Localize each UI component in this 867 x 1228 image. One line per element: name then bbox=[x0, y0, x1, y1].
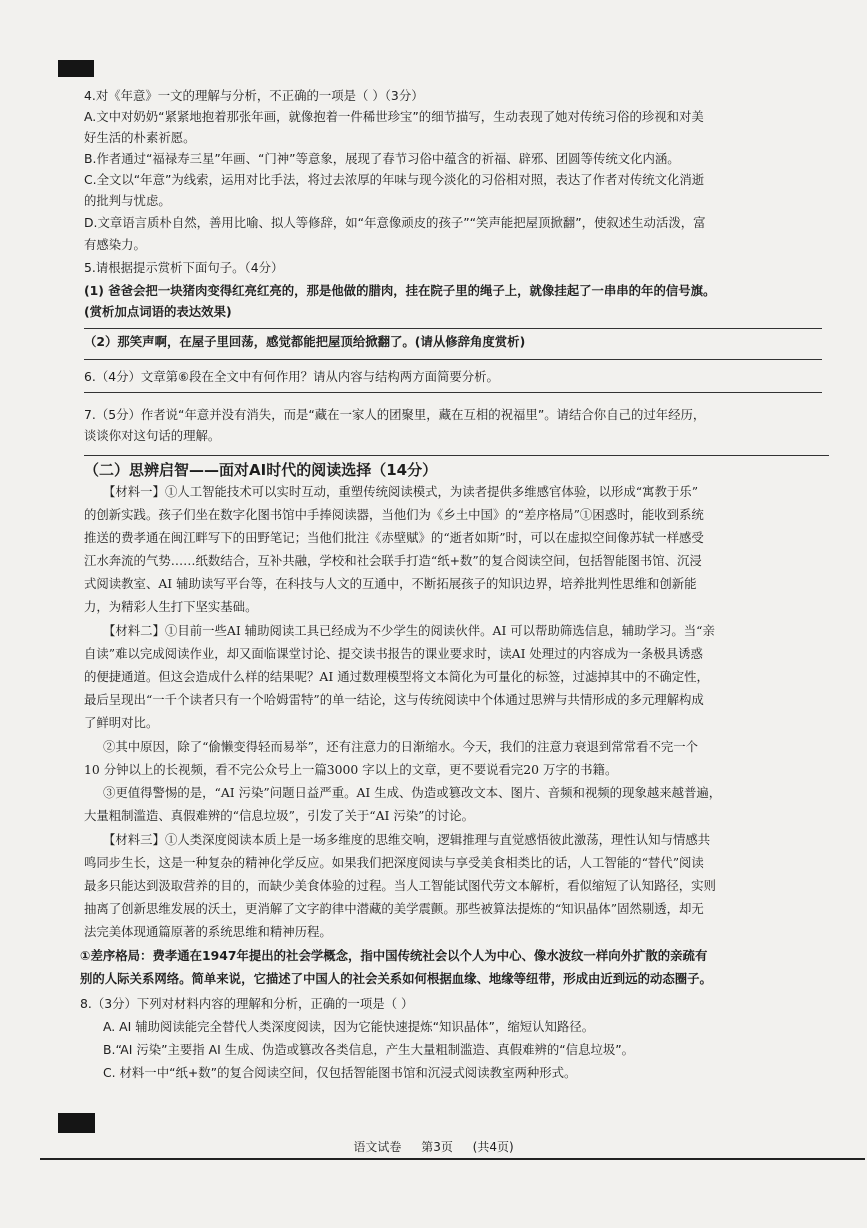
answer-line-1 bbox=[84, 328, 822, 329]
material-1-line: 【材料一】①人工智能技术可以实时互动，重塑传统阅读模式，为读者提供多维感官体验，以形成“寓教于乐” bbox=[103, 484, 699, 499]
q6-stem: 6.（4分）文章第⑥段在全文中有何作用？请从内容与结构两方面简要分析。 bbox=[84, 369, 499, 384]
footer-total: (共4页) bbox=[472, 1140, 514, 1154]
material-2-line: ③更值得警惕的是，“AI 污染”问题日益严重。AI 生成、伪造或篡改文本、图片、音频和视频的现象越来越普遍， bbox=[103, 785, 722, 800]
footer-subject: 语文试卷 bbox=[353, 1140, 402, 1154]
material-3-line: 抽离了创新思维发展的沃土，更消解了文字韵律中潜藏的美学震颤。那些被算法提炼的“知识晶体”固然剔透，却无 bbox=[84, 901, 704, 916]
material-1-line: 江水奔流的气势……纸数结合，互补共融，学校和社会联手打造“纸+数”的复合阅读空间，包括智能图书馆、沉浸 bbox=[84, 553, 702, 568]
corner-marker-top bbox=[58, 60, 94, 77]
material-1-line: 式阅读教室、AI 辅助读写平台等，在科技与人文的互通中，不断拓展孩子的知识边界，培养批判性思维和创新能 bbox=[84, 576, 697, 591]
material-3-line: 鸣同步生长，这是一种复杂的精神化学反应。如果我们把深度阅读与享受美食相类比的话，人工智能的“替代”阅读 bbox=[84, 855, 704, 870]
page-footer bbox=[0, 1138, 867, 1155]
material-2-line: 的便捷通道。但这会造成什么样的结果呢？AI 通过数理模型将文本简化为可量化的标签，过滤掉其中的不确定性， bbox=[84, 669, 709, 684]
q4-option-d-cont: 有感染力。 bbox=[84, 237, 146, 252]
q8-option-c: C. 材料一中“纸+数”的复合阅读空间，仅包括智能图书馆和沉浸式阅读教室两种形式。 bbox=[103, 1065, 577, 1080]
footer-rule bbox=[40, 1158, 865, 1160]
q7-stem: 7.（5分）作者说“年意并没有消失，而是“藏在一家人的团聚里，藏在互相的祝福里”。请结合你自己的过年经历， bbox=[84, 407, 706, 422]
q5-sentence-2: （2）那笑声啊，在屋子里回荡，感觉都能把屋顶给掀翻了。(请从修辞角度赏析) bbox=[84, 334, 526, 349]
q4-option-c-cont: 的批判与忧虑。 bbox=[84, 193, 171, 208]
q4-option-c: C.全文以“年意”为线索，运用对比手法，将过去浓厚的年味与现今淡化的习俗相对照，表达了作者对传统文化消逝 bbox=[84, 172, 705, 187]
q4-stem: 4.对《年意》一文的理解与分析，不正确的一项是（ ）（3分） bbox=[84, 88, 424, 103]
material-2-line: 最后呈现出“一千个读者只有一个哈姆雷特”的单一结论，这与传统阅读中个体通过思辨与共情形成的多元理解构成 bbox=[84, 692, 704, 707]
q5-sentence-1: (1) 爸爸会把一块猪肉变得红亮红亮的，那是他做的腊肉，挂在院子里的绳子上，就像挂起了一串串的年的信号旗。 bbox=[84, 283, 716, 298]
footnote-line: 别的人际关系网络。简单来说，它描述了中国人的社会关系如何根据血缘、地缘等纽带，形成由近到远的动态圈子。 bbox=[80, 971, 712, 986]
q4-option-d: D.文章语言质朴自然，善用比喻、拟人等修辞，如“年意像顽皮的孩子”“笑声能把屋顶掀翻”，使叙述生动活泼，富 bbox=[84, 215, 706, 230]
material-2-line: 自读”难以完成阅读作业，却又面临课堂讨论、提交读书报告的课业要求时，读AI 处理过的内容成为一条极具诱惑 bbox=[84, 646, 703, 661]
q4-option-a-cont: 好生活的朴素祈愿。 bbox=[84, 130, 196, 145]
material-1-line: 的创新实践。孩子们坐在数字化图书馆中手捧阅读器，当他们为《乡土中国》的“差序格局”①困惑时，能收到系统 bbox=[84, 507, 704, 522]
section-title: （二）思辨启智——面对AI时代的阅读选择（14分） bbox=[84, 461, 438, 479]
footnote-line: ①差序格局：费孝通在1947年提出的社会学概念，指中国传统社会以个人为中心、像水波纹一样向外扩散的亲疏有 bbox=[80, 948, 708, 963]
q8-option-b: B.“AI 污染”主要指 AI 生成、伪造或篡改各类信息，产生大量粗制滥造、真假难辨的“信息垃圾”。 bbox=[103, 1042, 635, 1057]
material-1-line: 推送的费孝通在闽江畔写下的田野笔记；当他们批注《赤壁赋》的“逝者如斯”时，可以在虚拟空间像苏轼一样感受 bbox=[84, 530, 704, 545]
q5-stem: 5.请根据提示赏析下面句子。（4分） bbox=[84, 260, 284, 275]
q8-option-a: A. AI 辅助阅读能完全替代人类深度阅读，因为它能快速提炼“知识晶体”，缩短认知路径。 bbox=[103, 1019, 595, 1034]
material-2-line: 10 分钟以上的长视频，看不完公众号上一篇3000 字以上的文章，更不要说看完20 万字的书籍。 bbox=[84, 762, 618, 777]
q4-option-b: B.作者通过“福禄寿三星”年画、“门神”等意象，展现了春节习俗中蕴含的祈福、辟邪、团圆等传统文化内涵。 bbox=[84, 151, 680, 166]
material-2-line: 【材料二】①目前一些AI 辅助阅读工具已经成为不少学生的阅读伙伴。AI 可以帮助筛选信息，辅助学习。当“亲 bbox=[103, 623, 715, 638]
q7-stem-cont: 谈谈你对这句话的理解。 bbox=[84, 428, 221, 443]
answer-line-4 bbox=[84, 455, 829, 456]
material-2-line: ②其中原因，除了“偷懒变得轻而易举”，还有注意力的日渐缩水。今天，我们的注意力衰退到常常看不完一个 bbox=[103, 739, 699, 754]
material-3-line: 【材料三】①人类深度阅读本质上是一场多维度的思维交响，逻辑推理与直觉感悟彼此激荡，理性认知与情感共 bbox=[103, 832, 711, 847]
corner-marker-bottom bbox=[58, 1113, 95, 1133]
answer-line-3 bbox=[84, 392, 822, 393]
material-3-line: 法完美体现通篇原著的系统思维和精神历程。 bbox=[84, 924, 332, 939]
answer-line-2 bbox=[84, 359, 822, 360]
material-2-line: 了鲜明对比。 bbox=[84, 715, 159, 730]
material-1-line: 力，为精彩人生打下坚实基础。 bbox=[84, 599, 258, 614]
footer-page: 第3页 bbox=[421, 1140, 453, 1154]
q8-stem: 8.（3分）下列对材料内容的理解和分析，正确的一项是（ ） bbox=[80, 996, 414, 1011]
q5-sentence-1-hint: (赏析加点词语的表达效果) bbox=[84, 304, 232, 319]
material-2-line: 大量粗制滥造、真假难辨的“信息垃圾”，引发了关于“AI 污染”的讨论。 bbox=[84, 808, 475, 823]
material-3-line: 最多只能达到汲取营养的目的，而缺少美食体验的过程。当人工智能试图代劳文本解析，看似缩短了认知路径，实则 bbox=[84, 878, 716, 893]
q4-option-a: A.文中对奶奶“紧紧地抱着那张年画，就像抱着一件稀世珍宝”的细节描写，生动表现了她对传统习俗的珍视和对美 bbox=[84, 109, 704, 124]
